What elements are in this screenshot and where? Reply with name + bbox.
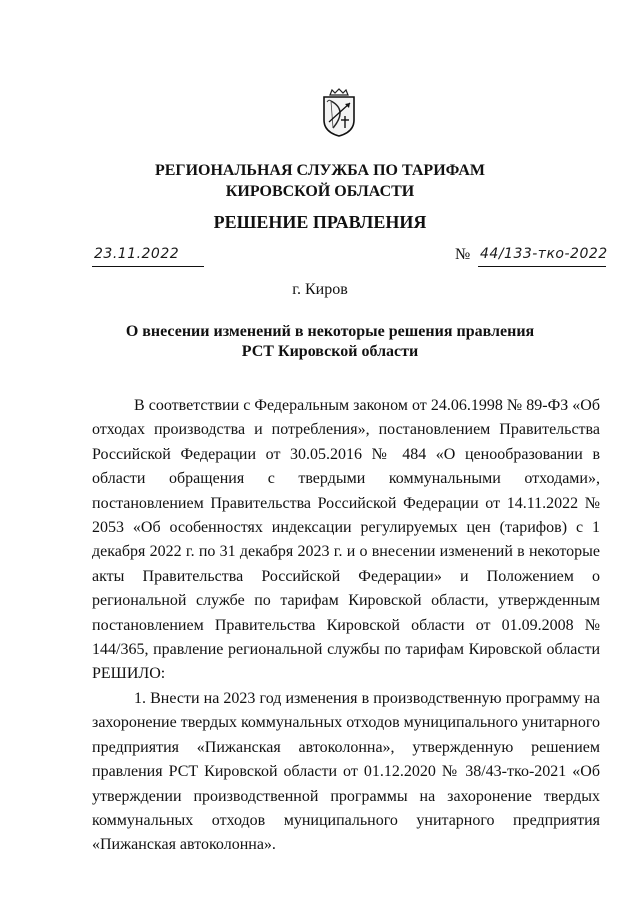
decision-number: 44/133-тко-2022 [480, 246, 608, 262]
decision-date-field [92, 244, 204, 267]
document-type-title: РЕШЕНИЕ ПРАВЛЕНИЯ [213, 212, 427, 232]
decision-number-field [478, 244, 606, 267]
body-paragraph-item1: 1. Внести на 2023 год изменения в производственную программу на захоронение твердых коммунальных отходов муниципального унитарного предприятия «Пижанская автоколонна», утвержденную решением правления РСТ Кировской области от 01.12.2020 № 38/43-тко-2021 «Об утверждении производственной программы на захоронение твердых коммунальных отходов муниципального унитарного предприятия «Пижанская автоколонна». [92, 689, 600, 854]
document-body [92, 394, 600, 858]
city-line: г. Киров [292, 281, 348, 298]
subject-line2: РСТ Кировской области [241, 343, 419, 360]
organization-name-line2: КИРОВСКОЙ ОБЛАСТИ [225, 183, 415, 200]
subject-line1: О внесении изменений в некоторые решения правления [125, 323, 535, 340]
coat-of-arms-icon [320, 88, 358, 138]
body-paragraph-preamble: В соответствии с Федеральным законом от 24.06.1998 № 89-ФЗ «Об отходах производства и потребления», постановлением Правительства Российской Федерации от 30.05.2016 № 484 «О ценообразовании в области обращения с твердыми коммунальными отходами», постановлением Правительства Российской Федерации от 14.11.2022 № 2053 «Об особенностях индексации регулируемых цен (тарифов) с 1 декабря 2022 г. по 31 декабря 2023 г. и о внесении изменений в некоторые акты Правительства Российской Федерации» и Положением о региональной службе по тарифам Кировской области, утвержденным постановлением Правительства Кировской области от 01.09.2008 № 144/365, правление региональной службы по тарифам Кировской области РЕШИЛО: [92, 397, 600, 683]
number-sign: № [455, 246, 471, 263]
decision-date: 23.11.2022 [94, 246, 180, 262]
organization-name-line1: РЕГИОНАЛЬНАЯ СЛУЖБА ПО ТАРИФАМ [154, 162, 486, 179]
